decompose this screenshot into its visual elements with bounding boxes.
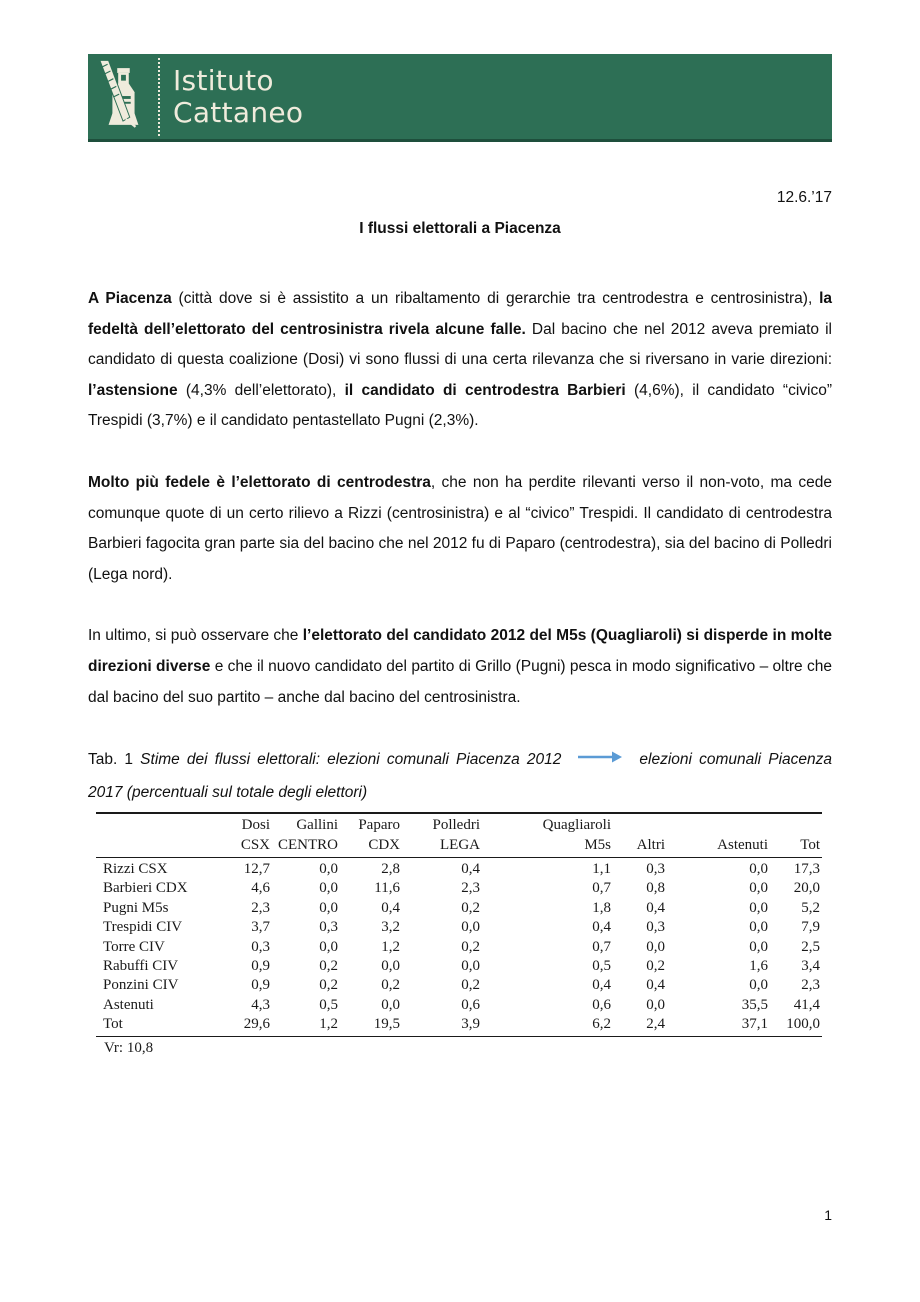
flows-table-head bbox=[96, 813, 822, 857]
table-header-cell: Gallini bbox=[296, 817, 338, 834]
value-cell: 0,0 bbox=[749, 860, 768, 877]
value-cell: 1,1 bbox=[592, 860, 611, 877]
row-label-cell: Trespidi CIV bbox=[103, 919, 183, 936]
value-cell: 0,0 bbox=[749, 899, 768, 916]
text-run: (4,3% dell’elettorato), bbox=[177, 381, 345, 399]
value-cell: 0,0 bbox=[461, 919, 480, 936]
value-cell: 0,0 bbox=[381, 957, 400, 974]
table-header-cell: M5s bbox=[482, 836, 613, 858]
flows-table bbox=[96, 812, 822, 1036]
value-cell: 3,4 bbox=[801, 957, 820, 974]
value-cell: 0,2 bbox=[461, 899, 480, 916]
value-cell: 19,5 bbox=[340, 1015, 402, 1036]
table-header-cell: Polledri bbox=[432, 817, 480, 834]
table-header-cell: CENTRO bbox=[272, 836, 340, 858]
value-cell: 0,0 bbox=[319, 899, 338, 916]
value-cell: 0,4 bbox=[646, 899, 665, 916]
value-cell: 0,3 bbox=[251, 938, 270, 955]
table-header-cell bbox=[96, 836, 228, 858]
value-cell: 0,2 bbox=[319, 977, 338, 994]
value-cell: 0,3 bbox=[646, 919, 665, 936]
table-row bbox=[96, 957, 822, 976]
value-cell: 0,0 bbox=[381, 996, 400, 1013]
value-cell: 0,5 bbox=[592, 957, 611, 974]
text-run: In ultimo, si può osservare che bbox=[88, 627, 303, 645]
flow-arrow-icon bbox=[578, 742, 622, 775]
logo-line-1: Istituto bbox=[173, 63, 274, 97]
table-caption bbox=[88, 742, 832, 809]
value-cell: 0,4 bbox=[646, 977, 665, 994]
row-label-cell: Ponzini CIV bbox=[103, 977, 179, 994]
value-cell: 35,5 bbox=[741, 996, 768, 1013]
paragraph bbox=[88, 621, 832, 713]
text-run: e che il nuovo candidato del partito di Grillo (Pugni) pesca in modo significativo – oltre che dal bacino del suo partito – anche dal bacino del centrosinistra. bbox=[88, 657, 832, 706]
value-cell: 0,0 bbox=[749, 880, 768, 897]
table-header-row bbox=[96, 836, 822, 858]
value-cell: 0,2 bbox=[381, 977, 400, 994]
value-cell: 41,4 bbox=[793, 996, 820, 1013]
value-cell: 0,0 bbox=[646, 996, 665, 1013]
table-header-cell: CDX bbox=[340, 836, 402, 858]
bold-text-run: A Piacenza bbox=[88, 290, 172, 307]
row-label-cell: Torre CIV bbox=[103, 938, 165, 955]
table-header-cell: Tot bbox=[770, 836, 822, 858]
table-header-cell bbox=[667, 813, 770, 835]
row-label-cell: Pugni M5s bbox=[103, 899, 169, 916]
table-header-cell: CSX bbox=[228, 836, 272, 858]
value-cell: 2,3 bbox=[801, 977, 820, 994]
value-cell: 0,6 bbox=[592, 996, 611, 1013]
value-cell: 2,4 bbox=[613, 1015, 667, 1036]
value-cell: 0,7 bbox=[592, 880, 611, 897]
value-cell: 0,3 bbox=[319, 919, 338, 936]
value-cell: 3,2 bbox=[381, 919, 400, 936]
table-header-row bbox=[96, 813, 822, 835]
value-cell: 0,0 bbox=[749, 977, 768, 994]
value-cell: 3,7 bbox=[251, 919, 270, 936]
value-cell: 4,6 bbox=[251, 880, 270, 897]
table-row bbox=[96, 899, 822, 918]
value-cell: 2,3 bbox=[461, 880, 480, 897]
row-label-cell: Rabuffi CIV bbox=[103, 957, 179, 974]
value-cell: 37,1 bbox=[667, 1015, 770, 1036]
logo-line-2: Cattaneo bbox=[173, 95, 304, 129]
text-run: (città dove si è assistito a un ribaltamento di gerarchie tra centrodestra e centrosinistra), bbox=[171, 290, 820, 307]
value-cell: 7,9 bbox=[801, 919, 820, 936]
value-cell: 1,6 bbox=[749, 957, 768, 974]
table-header-cell: LEGA bbox=[402, 836, 482, 858]
row-label-cell: Tot bbox=[96, 1015, 228, 1036]
table-row bbox=[96, 857, 822, 879]
value-cell: 0,5 bbox=[319, 996, 338, 1013]
value-cell: 0,2 bbox=[319, 957, 338, 974]
table-header-cell: Astenuti bbox=[667, 836, 770, 858]
value-cell: 0,0 bbox=[646, 938, 665, 955]
value-cell: 4,3 bbox=[251, 996, 270, 1013]
table-header-cell bbox=[613, 813, 667, 835]
row-label-cell: Rizzi CSX bbox=[103, 860, 168, 877]
row-label-cell: Astenuti bbox=[103, 996, 154, 1013]
value-cell: 0,2 bbox=[646, 957, 665, 974]
bold-text-run: il candidato di centrodestra Barbieri bbox=[344, 381, 626, 399]
paragraphs bbox=[88, 284, 832, 713]
variance-note: Vr: 10,8 bbox=[104, 1039, 154, 1056]
row-label-cell: Barbieri CDX bbox=[103, 880, 188, 897]
table-row bbox=[96, 1015, 822, 1036]
value-cell: 0,4 bbox=[461, 860, 480, 877]
table-row bbox=[96, 879, 822, 898]
value-cell: 3,9 bbox=[402, 1015, 482, 1036]
logo-text bbox=[173, 65, 303, 129]
table-header-cell: Dosi bbox=[241, 817, 270, 834]
value-cell: 0,8 bbox=[646, 880, 665, 897]
table-header-cell: Altri bbox=[613, 836, 667, 858]
caption-text-run: Stime dei flussi elettorali: elezioni comunali Piacenza 2012 bbox=[140, 751, 562, 769]
value-cell: 6,2 bbox=[482, 1015, 613, 1036]
logo-divider bbox=[158, 58, 160, 136]
value-cell: 11,6 bbox=[374, 880, 400, 897]
value-cell: 1,2 bbox=[272, 1015, 340, 1036]
table-header-cell bbox=[96, 813, 228, 835]
caption-text-run: elezioni comunali Piacenza 2017 (percentuali sul totale degli elettori) bbox=[88, 751, 833, 802]
value-cell: 0,7 bbox=[592, 938, 611, 955]
value-cell: 0,0 bbox=[319, 860, 338, 877]
value-cell: 12,7 bbox=[243, 860, 270, 877]
value-cell: 0,4 bbox=[381, 899, 400, 916]
bold-text-run: l’astensione bbox=[88, 381, 178, 399]
caption-text-run: Tab. 1 bbox=[88, 751, 141, 769]
value-cell: 0,9 bbox=[251, 957, 270, 974]
value-cell: 0,2 bbox=[461, 938, 480, 955]
table-row bbox=[96, 976, 822, 995]
value-cell: 2,8 bbox=[381, 860, 400, 877]
value-cell: 1,8 bbox=[592, 899, 611, 916]
document-title: I flussi elettorali a Piacenza bbox=[359, 220, 561, 237]
value-cell: 0,2 bbox=[461, 977, 480, 994]
document-date: 12.6.’17 bbox=[776, 189, 832, 206]
value-cell: 2,3 bbox=[251, 899, 270, 916]
value-cell: 0,0 bbox=[749, 919, 768, 936]
value-cell: 0,4 bbox=[592, 919, 611, 936]
table-header-cell bbox=[770, 813, 822, 835]
value-cell: 0,9 bbox=[251, 977, 270, 994]
value-cell: 0,4 bbox=[592, 977, 611, 994]
table-row bbox=[96, 938, 822, 957]
value-cell: 0,0 bbox=[749, 938, 768, 955]
table-row bbox=[96, 918, 822, 937]
logo-banner bbox=[88, 54, 832, 142]
value-cell: 1,2 bbox=[381, 938, 400, 955]
value-cell: 0,0 bbox=[319, 938, 338, 955]
value-cell: 0,0 bbox=[461, 957, 480, 974]
bold-text-run: Molto più fedele è l’elettorato di centrodestra bbox=[88, 473, 431, 491]
document-content bbox=[88, 0, 832, 1057]
value-cell: 29,6 bbox=[228, 1015, 272, 1036]
value-cell: 17,3 bbox=[793, 860, 820, 877]
text-run: Dal bacino che nel 2012 aveva premiato il candidato di questa coalizione (Dosi) vi sono flussi di una certa rilevanza che si riversano in varie direzioni: bbox=[88, 320, 833, 369]
flows-table-body bbox=[96, 857, 822, 1036]
table-row bbox=[96, 996, 822, 1015]
paragraph bbox=[88, 468, 832, 590]
text-run: (4,6%), il candidato “civico” Trespidi (3,7%) e il candidato pentastellato Pugni (2,3%). bbox=[88, 381, 832, 430]
bold-text-run: l’elettorato del candidato 2012 del M5s (Quagliaroli) si disperde in molte direzioni diverse bbox=[88, 627, 832, 675]
value-cell: 5,2 bbox=[801, 899, 820, 916]
value-cell: 0,0 bbox=[319, 880, 338, 897]
quill-inkwell-icon bbox=[97, 59, 149, 135]
value-cell: 100,0 bbox=[770, 1015, 822, 1036]
value-cell: 20,0 bbox=[793, 880, 820, 897]
value-cell: 0,3 bbox=[646, 860, 665, 877]
page-number: 1 bbox=[824, 1207, 832, 1223]
bold-text-run: la fedeltà dell’elettorato del centrosinistra rivela alcune falle. bbox=[88, 290, 832, 338]
text-run: , che non ha perdite rilevanti verso il non-voto, ma cede comunque quote di un certo rilievo a Rizzi (centrosinistra) e al “civico” Trespidi. Il candidato di centrodestra Barbieri fagocita gran parte sia del bacino che nel 2012 fu di Paparo (centrodestra), sia del bacino di Polledri (Lega nord). bbox=[88, 473, 832, 583]
table-header-cell: Paparo bbox=[358, 817, 400, 834]
value-cell: 2,5 bbox=[801, 938, 820, 955]
paragraph bbox=[88, 284, 832, 437]
value-cell: 0,6 bbox=[461, 996, 480, 1013]
table-header-cell: Quagliaroli bbox=[542, 817, 611, 834]
